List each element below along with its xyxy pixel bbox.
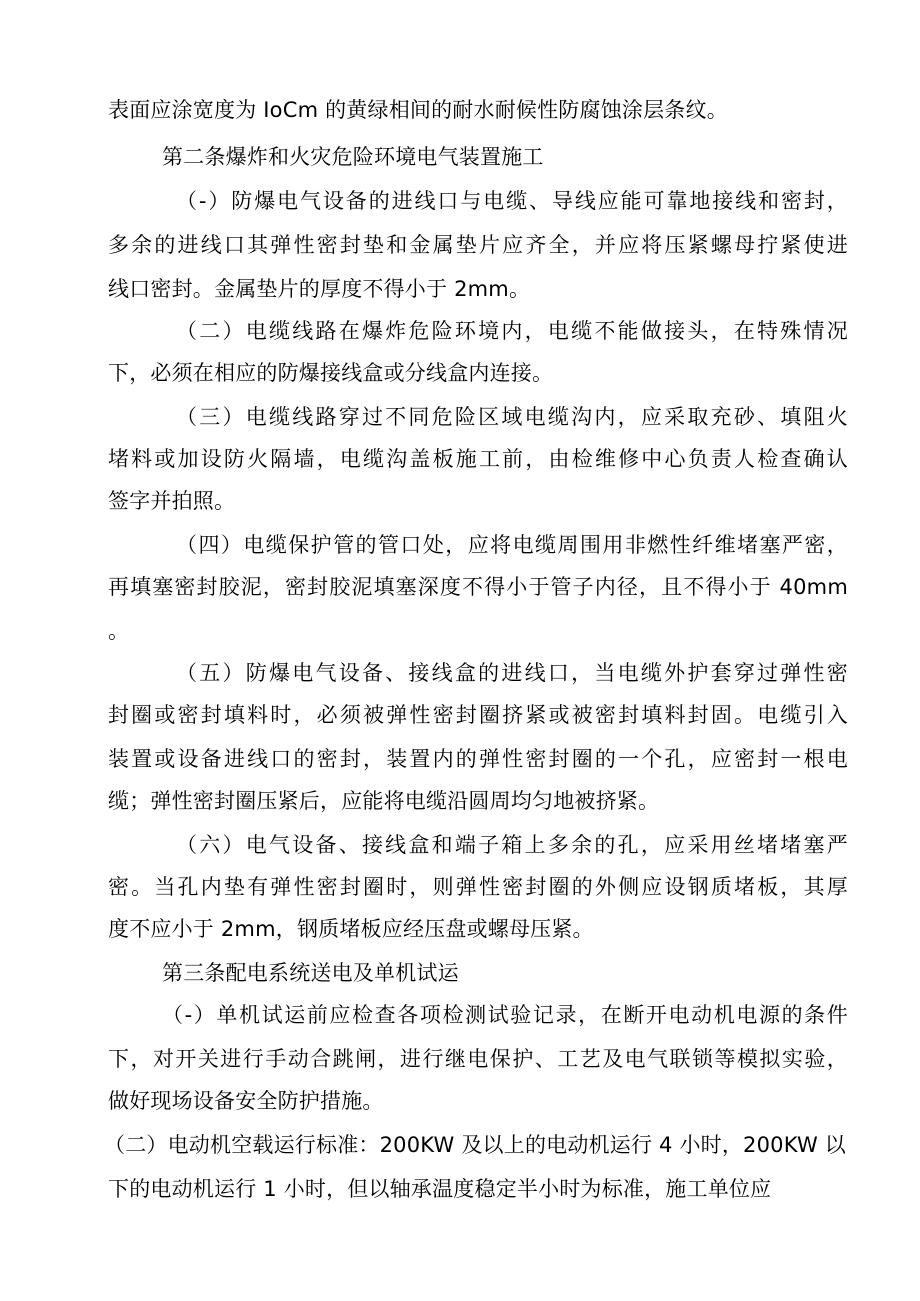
text-line: 做好现场设备安全防护措施。 <box>108 1089 384 1113</box>
text-line: 度不应小于 2mm，钢质堵板应经压盘或螺母压紧。 <box>108 917 594 941</box>
text-line: 多余的进线口其弹性密封垫和金属垫片应齐全，并应将压紧螺母拧紧使进 <box>108 233 848 257</box>
text-line: （三）电缆线路穿过不同危险区域电缆沟内，应采取充砂、填阻火 <box>176 405 848 429</box>
text-line: 表面应涂宽度为 IoCm 的黄绿相间的耐水耐候性防腐蚀涂层条纹。 <box>108 98 728 122</box>
section-heading: 第二条爆炸和火灾危险环境电气装置施工 <box>162 145 544 169</box>
text-line: 下，必须在相应的防爆接线盒或分线盒内连接。 <box>108 361 554 385</box>
text-line: 密。当孔内垫有弹性密封圈时，则弹性密封圈的外侧应设钢质堵板，其厚 <box>108 875 848 899</box>
section-heading: 第三条配电系统送电及单机试运 <box>162 961 459 985</box>
text-line: （六）电气设备、接线盒和端子箱上多余的孔，应采用丝堵堵塞严 <box>176 833 848 857</box>
text-line: （四）电缆保护管的管口处，应将电缆周围用非燃性纤维堵塞严密， <box>176 533 848 557</box>
text-line: （五）防爆电气设备、接线盒的进线口，当电缆外护套穿过弹性密 <box>176 661 848 685</box>
text-line: 下，对开关进行手动合跳闸，进行继电保护、工艺及电气联锁等模拟实验， <box>108 1047 848 1071</box>
text-line: （-）单机试运前应检查各项检测试验记录，在断开电动机电源的条件 <box>162 1003 848 1027</box>
text-line: （二）电缆线路在爆炸危险环境内，电缆不能做接头，在特殊情况 <box>176 319 848 343</box>
text-line: 。 <box>108 619 130 643</box>
text-line: 封圈或密封填料时，必须被弹性密封圈挤紧或被密封填料封固。电缆引入 <box>108 703 848 727</box>
text-line: 再填塞密封胶泥，密封胶泥填塞深度不得小于管子内径，且不得小于 40mm <box>108 575 848 599</box>
text-line: 堵料或加设防火隔墙，电缆沟盖板施工前，由检维修中心负责人检查确认 <box>108 447 848 471</box>
text-line: 下的电动机运行 1 小时，但以轴承温度稳定半小时为标准，施工单位应 <box>108 1177 772 1201</box>
text-line: （二）电动机空载运行标准：200KW 及以上的电动机运行 4 小时，200KW 以 <box>104 1133 846 1157</box>
text-line: 签字并拍照。 <box>108 489 236 513</box>
text-line: 线口密封。金属垫片的厚度不得小于 2mm。 <box>108 277 531 301</box>
text-line: （-）防爆电气设备的进线口与电缆、导线应能可靠地接线和密封， <box>176 189 848 213</box>
text-line: 装置或设备进线口的密封，装置内的弹性密封圈的一个孔，应密封一根电 <box>108 747 848 771</box>
text-line: 缆；弹性密封圈压紧后，应能将电缆沿圆周均匀地被挤紧。 <box>108 789 660 813</box>
